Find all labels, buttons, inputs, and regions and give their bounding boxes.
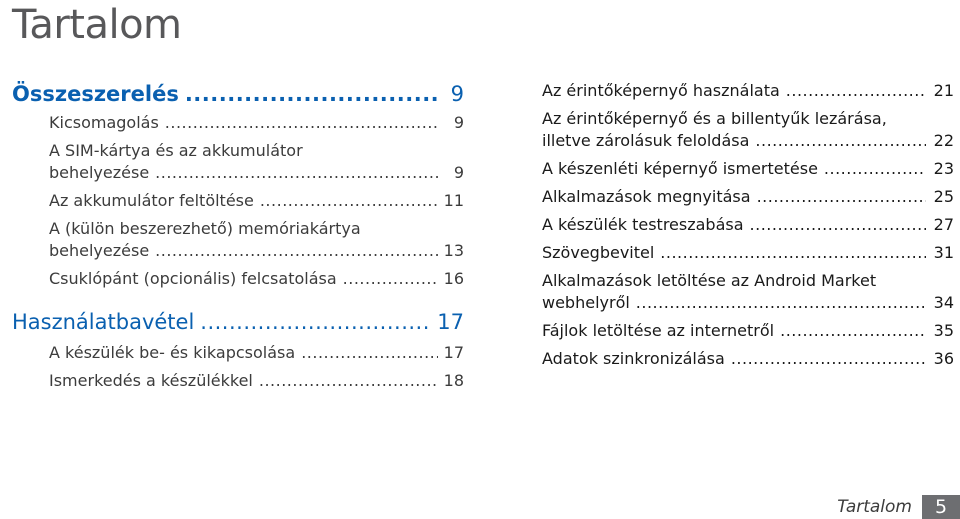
toc-item[interactable] — [542, 270, 954, 314]
footer — [837, 495, 960, 519]
toc-item-label: Szövegbevitel — [542, 243, 655, 262]
toc-item[interactable] — [542, 348, 954, 370]
toc-item[interactable] — [12, 140, 464, 184]
toc-page-number: 9 — [450, 82, 464, 106]
toc-item-label: Alkalmazások letöltése az Android Market — [542, 271, 877, 290]
toc-page-number: 18 — [443, 371, 464, 390]
toc-page-number: 36 — [933, 349, 954, 368]
toc-item-label-cont: behelyezése — [49, 163, 150, 182]
toc-item-label: Ismerkedés a készülékkel — [49, 371, 253, 390]
leader-dots — [780, 320, 926, 342]
leader-dots — [755, 130, 926, 152]
footer-page-number: 5 — [922, 495, 960, 519]
toc-item-label-cont: behelyezése — [49, 241, 150, 260]
toc-page-number: 31 — [933, 243, 954, 262]
leader-dots — [731, 348, 926, 370]
toc-item[interactable] — [542, 186, 954, 208]
toc-item-label: Az akkumulátor feltöltése — [49, 191, 254, 210]
leader-dots — [200, 308, 431, 336]
toc-item-label: Az érintőképernyő használata — [542, 81, 780, 100]
toc-item-label: Csuklópánt (opcionális) felcsatolása — [49, 269, 337, 288]
toc-page-number: 11 — [443, 191, 464, 210]
leader-dots — [824, 158, 926, 180]
toc-item[interactable] — [12, 268, 464, 290]
leader-dots — [750, 214, 926, 236]
toc-item-label: A készülék be- és kikapcsolása — [49, 343, 296, 362]
toc-page-number: 9 — [453, 113, 464, 132]
toc-right-column — [542, 80, 954, 370]
toc-item[interactable] — [542, 108, 954, 152]
toc-page-number: 13 — [443, 241, 464, 260]
toc-section-osszeszereles[interactable] — [12, 80, 464, 108]
toc-item[interactable] — [542, 80, 954, 102]
toc-item[interactable] — [542, 214, 954, 236]
toc-page-number: 9 — [453, 163, 464, 182]
toc-section-hasznalatbavetel[interactable] — [12, 308, 464, 336]
toc-item-label: Adatok szinkronizálása — [542, 349, 725, 368]
toc-item[interactable] — [12, 190, 464, 212]
toc-page-number: 21 — [933, 81, 954, 100]
toc-page-number: 27 — [933, 215, 954, 234]
toc-item-label: Kicsomagolás — [49, 113, 159, 132]
toc-item-label: Az érintőképernyő és a billentyűk lezárása, — [542, 109, 887, 128]
page-title: Tartalom — [12, 2, 182, 48]
toc-page-number: 25 — [933, 187, 954, 206]
toc-page-number: 35 — [933, 321, 954, 340]
leader-dots — [343, 268, 438, 290]
toc-page-number: 17 — [443, 343, 464, 362]
leader-dots — [185, 80, 438, 108]
toc-item-label-cont: webhelyről — [542, 293, 630, 312]
toc-section-label: Összeszerelés — [12, 82, 179, 106]
toc-section-label: Használatbavétel — [12, 310, 195, 334]
toc-item-label: A SIM-kártya és az akkumulátor — [49, 141, 303, 160]
toc-item[interactable] — [12, 370, 464, 392]
toc-item-label: Alkalmazások megnyitása — [542, 187, 751, 206]
toc-item-label-cont: illetve zárolásuk feloldása — [542, 131, 750, 150]
leader-dots — [259, 370, 438, 392]
leader-dots — [636, 292, 926, 314]
leader-dots — [301, 342, 437, 364]
toc-item[interactable] — [12, 218, 464, 262]
toc-item-label: A készülék testreszabása — [542, 215, 744, 234]
toc-item-label: A készenléti képernyő ismertetése — [542, 159, 818, 178]
toc-page-number: 16 — [443, 269, 464, 288]
toc-item[interactable] — [12, 112, 464, 134]
toc-item-label: Fájlok letöltése az internetről — [542, 321, 775, 340]
toc-page-number: 22 — [933, 131, 954, 150]
leader-dots — [155, 240, 437, 262]
toc-page-number: 34 — [933, 293, 954, 312]
leader-dots — [155, 162, 438, 184]
toc-item[interactable] — [542, 320, 954, 342]
toc-left-column — [12, 80, 464, 392]
toc-item-label: A (külön beszerezhető) memóriakártya — [49, 219, 361, 238]
toc-item[interactable] — [12, 342, 464, 364]
toc-item[interactable] — [542, 242, 954, 264]
toc-page-number: 17 — [437, 310, 464, 334]
leader-dots — [786, 80, 926, 102]
leader-dots — [757, 186, 926, 208]
leader-dots — [165, 112, 438, 134]
toc-item[interactable] — [542, 158, 954, 180]
toc-page-number: 23 — [933, 159, 954, 178]
footer-label: Tartalom — [837, 497, 912, 517]
leader-dots — [660, 242, 926, 264]
leader-dots — [260, 190, 438, 212]
